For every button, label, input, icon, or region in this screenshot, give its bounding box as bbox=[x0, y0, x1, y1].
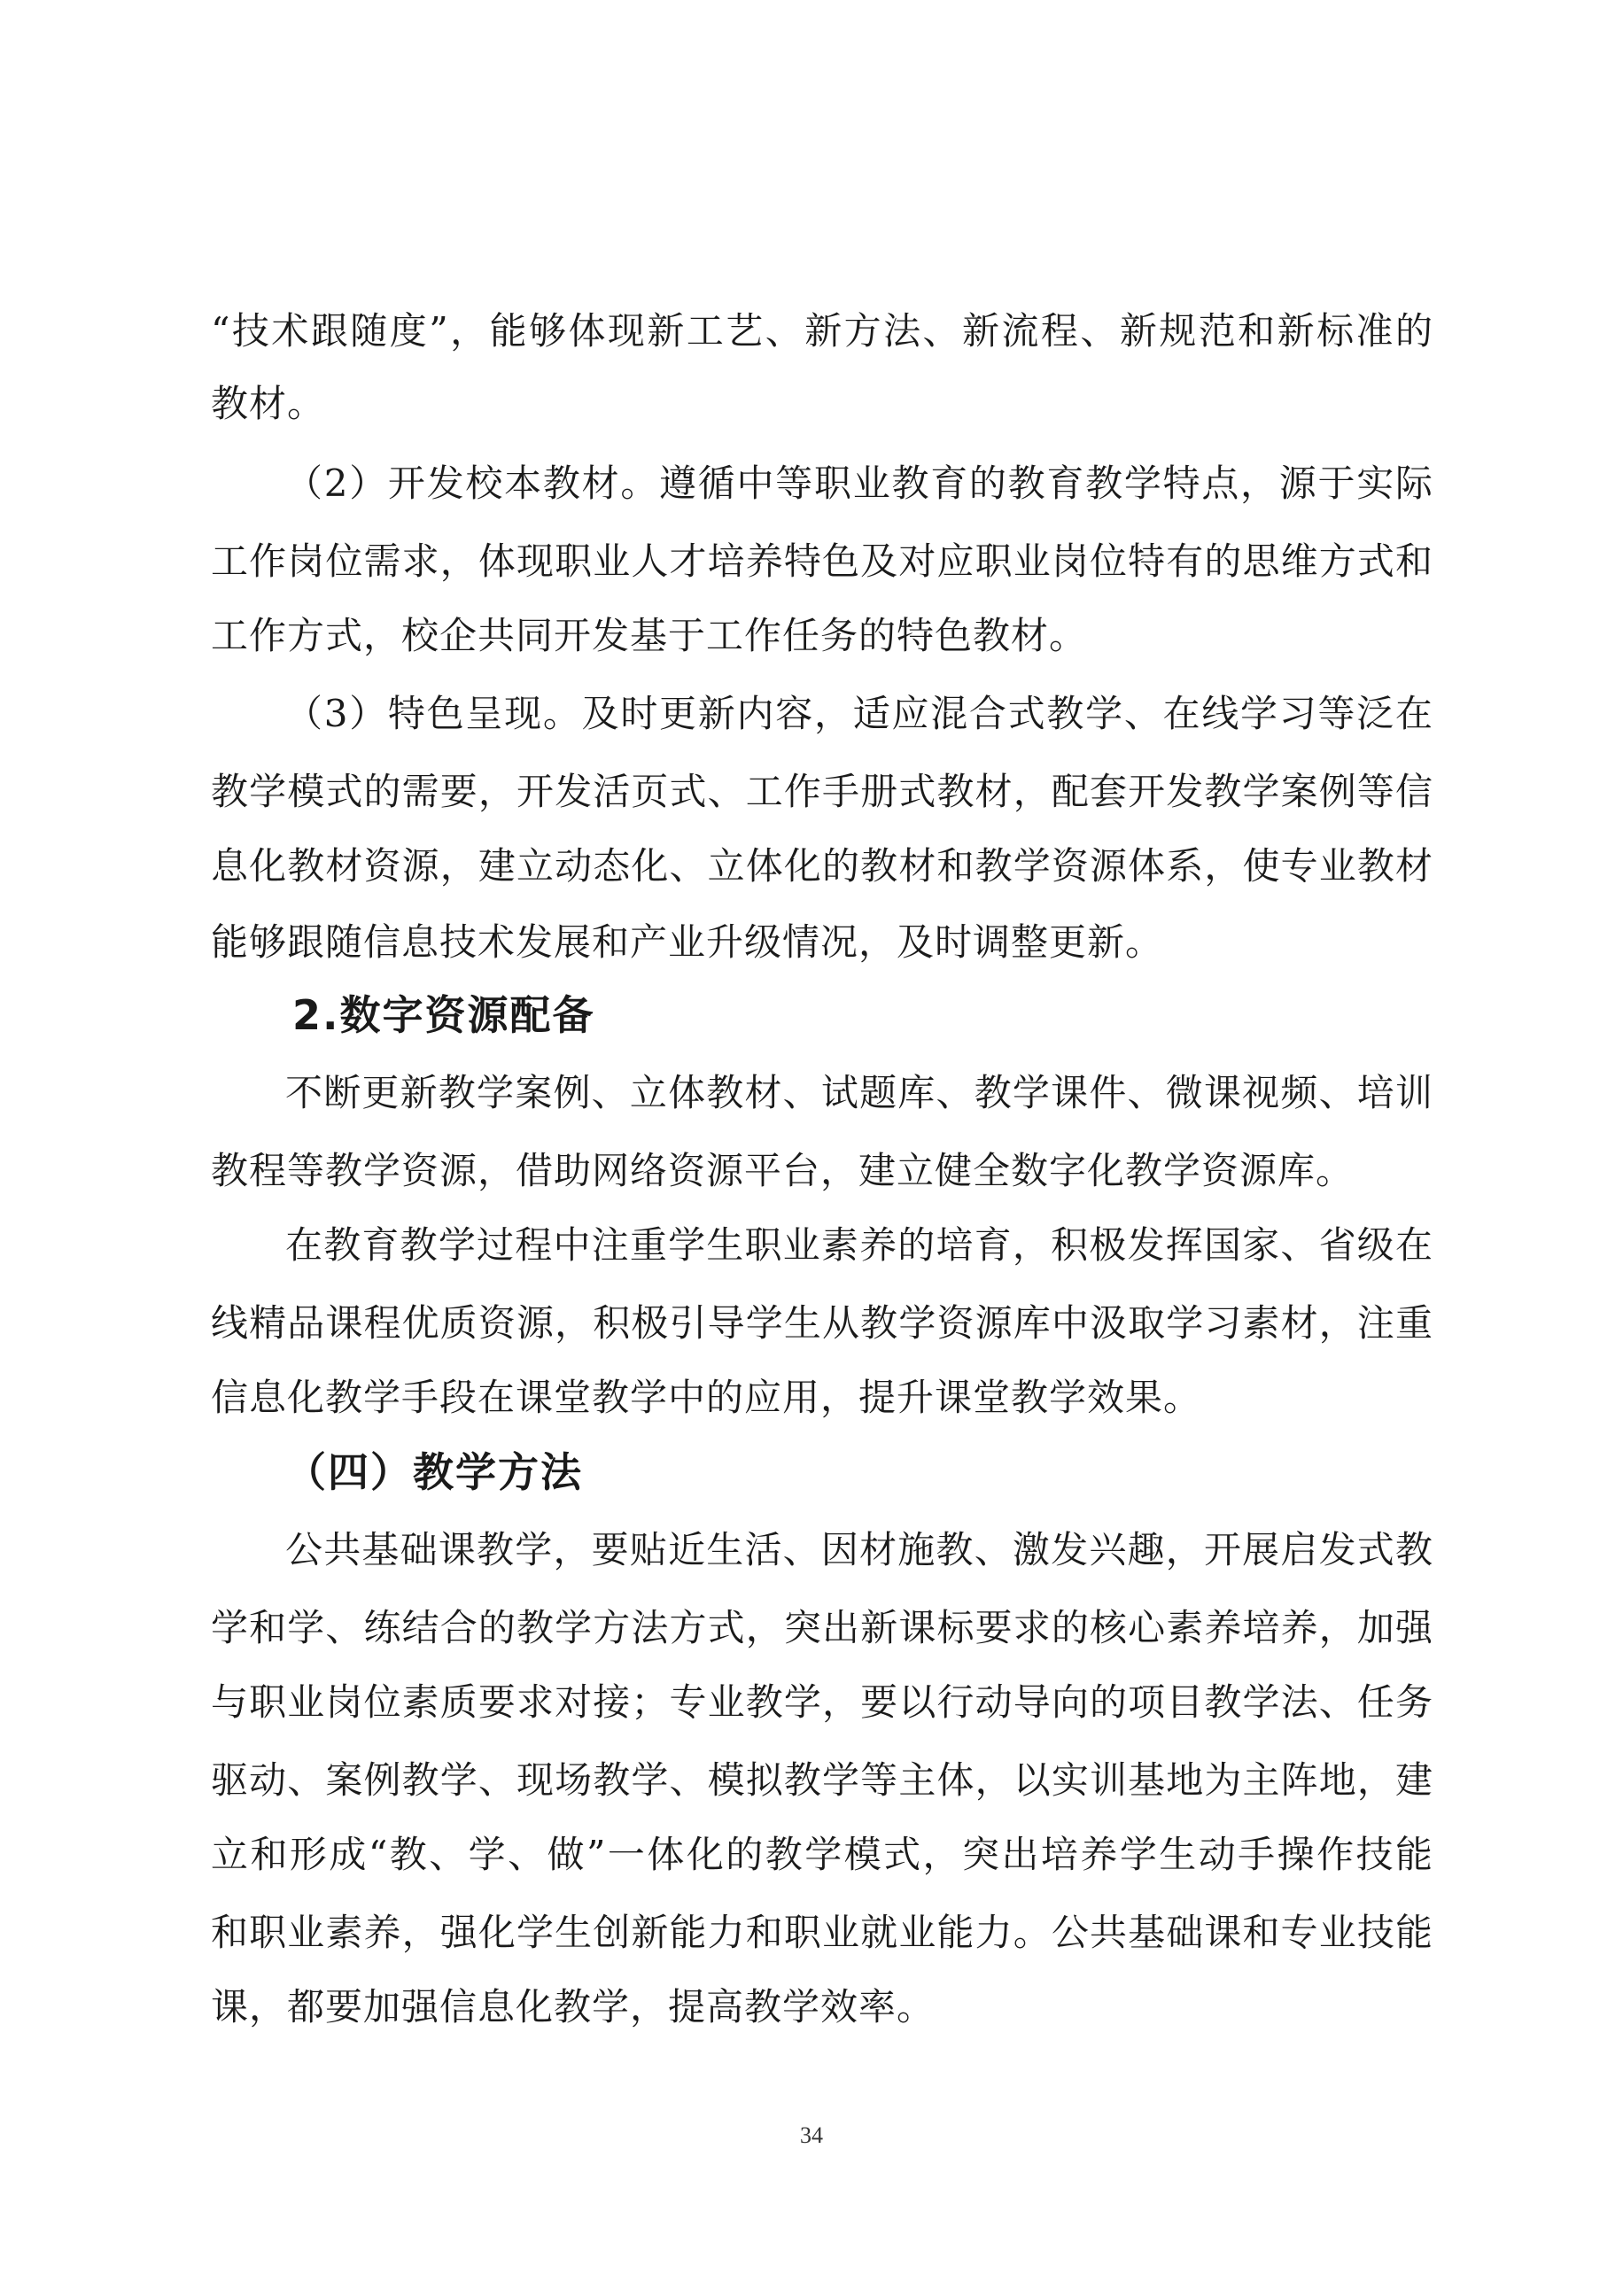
paragraph-line: （2）开发校本教材。遵循中等职业教育的教育教学特点，源于实际 bbox=[285, 462, 1433, 505]
paragraph-line: 工作方式，校企共同开发基于工作任务的特色教材。 bbox=[211, 614, 1088, 657]
paragraph-line: 与职业岗位素质要求对接；专业教学，要以行动导向的项目教学法、任务 bbox=[211, 1680, 1433, 1724]
paragraph-line: （3）特色呈现。及时更新内容，适应混合式教学、在线学习等泛在 bbox=[285, 692, 1433, 735]
paragraph-line: 立和形成“教、学、做”一体化的教学模式，突出培养学生动手操作技能 bbox=[211, 1833, 1433, 1876]
paragraph-line: 和职业素养，强化学生创新能力和职业就业能力。公共基础课和专业技能 bbox=[211, 1911, 1433, 1954]
paragraph-line: 线精品课程优质资源，积极引导学生从教学资源库中汲取学习素材，注重 bbox=[211, 1301, 1433, 1345]
paragraph-line: 教学模式的需要，开发活页式、工作手册式教材，配套开发教学案例等信 bbox=[211, 770, 1433, 813]
paragraph-line: 公共基础课教学，要贴近生活、因材施教、激发兴趣，开展启发式教 bbox=[285, 1528, 1433, 1571]
page-number: 34 bbox=[800, 2122, 823, 2148]
section-subheading: 2.数字资源配备 bbox=[292, 991, 595, 1039]
paragraph-line: 信息化教学手段在课堂教学中的应用，提升课堂教学效果。 bbox=[211, 1376, 1202, 1419]
paragraph-line: 学和学、练结合的教学方法方式，突出新课标要求的核心素养培养，加强 bbox=[211, 1606, 1433, 1649]
paragraph-line: 不断更新教学案例、立体教材、试题库、教学课件、微课视频、培训 bbox=[285, 1071, 1433, 1114]
paragraph-line: 能够跟随信息技术发展和产业升级情况，及时调整更新。 bbox=[211, 920, 1164, 964]
paragraph-line: 工作岗位需求，体现职业人才培养特色及对应职业岗位特有的思维方式和 bbox=[211, 539, 1433, 583]
paragraph-line: “技术跟随度”，能够体现新工艺、新方法、新流程、新规范和新标准的 bbox=[211, 309, 1433, 353]
paragraph-line: 息化教材资源，建立动态化、立体化的教材和教学资源体系，使专业教材 bbox=[211, 844, 1433, 888]
paragraph-line: 教程等教学资源，借助网络资源平台，建立健全数字化教学资源库。 bbox=[211, 1149, 1355, 1192]
paragraph-line: 驱动、案例教学、现场教学、模拟教学等主体，以实训基地为主阵地，建 bbox=[211, 1758, 1433, 1802]
paragraph-line: 在教育教学过程中注重学生职业素养的培育，积极发挥国家、省级在 bbox=[285, 1223, 1433, 1267]
paragraph-line: 课，都要加强信息化教学，提高教学效率。 bbox=[211, 1985, 936, 2028]
paragraph-line: 教材。 bbox=[211, 382, 326, 425]
section-heading: （四）教学方法 bbox=[285, 1448, 583, 1496]
